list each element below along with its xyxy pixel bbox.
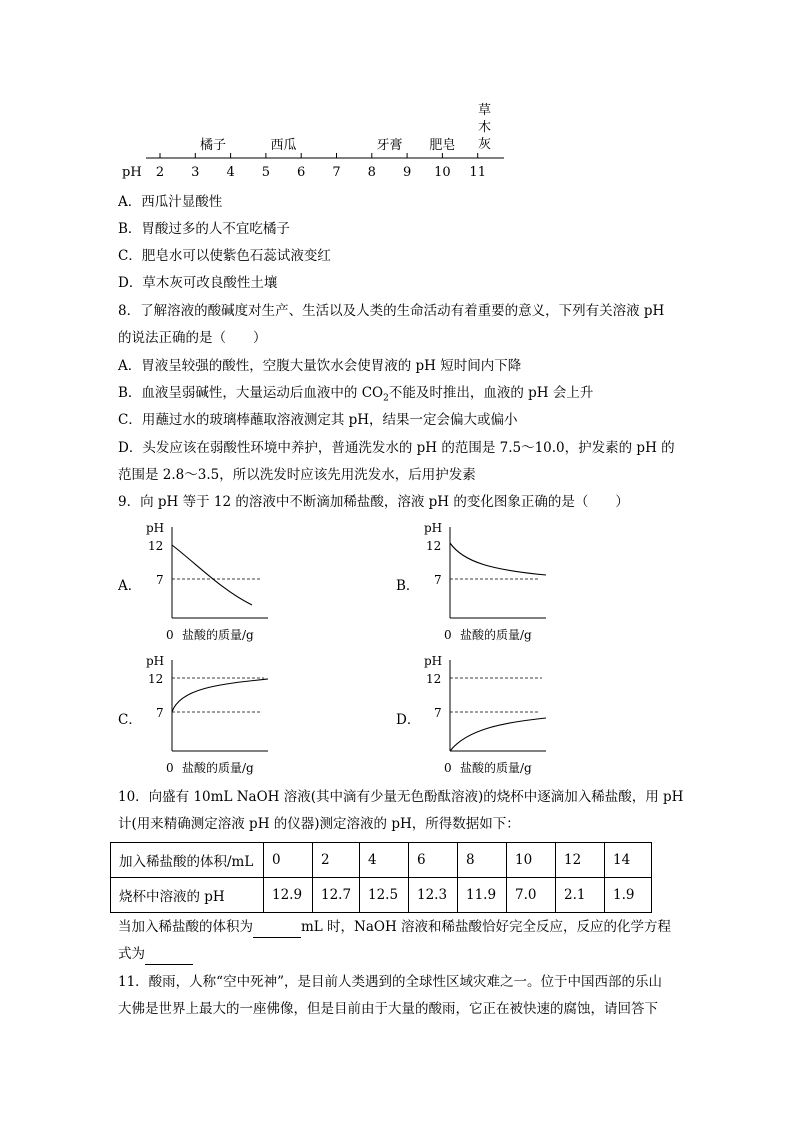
q9-option-d-label: D．	[396, 712, 421, 728]
q10-blank-volume[interactable]	[253, 917, 301, 938]
q9-option-c-label: C．	[118, 712, 142, 728]
ph-curve	[450, 543, 546, 575]
q9-chart-b	[418, 515, 558, 645]
ph-tick-label: 6	[297, 165, 306, 180]
y-tick-12: 12	[148, 539, 164, 553]
table-row	[111, 843, 652, 878]
q8-option-d-line1: D．头发应该在弱酸性环境中养护，普通洗发水的 pH 的范围是 7.5～10.0，护发素的 pH 的	[118, 440, 675, 456]
ph-scale-label: 肥皂	[429, 138, 456, 153]
q9-option-b-label: B．	[396, 578, 420, 594]
y-tick-12: 12	[426, 672, 442, 686]
table-cell: 0	[264, 843, 313, 878]
q10-data-table	[110, 842, 652, 913]
table-row-header: 加入稀盐酸的体积/mL	[111, 843, 264, 878]
y-axis-label: pH	[146, 654, 165, 668]
ph-tick-label: 8	[367, 165, 376, 180]
ph-tick-label: 10	[434, 165, 451, 180]
ph-tick-label: 9	[402, 165, 412, 180]
x-origin-label: 0	[444, 628, 452, 642]
x-origin-label: 0	[166, 761, 174, 775]
q8-option-c: C．用蘸过水的玻璃棒蘸取溶液测定其 pH，结果一定会偏大或偏小	[118, 412, 518, 428]
q10-answer-post: mL 时，NaOH 溶液和稀盐酸恰好完全反应，反应的化学方程	[301, 919, 672, 935]
x-origin-label: 0	[444, 761, 452, 775]
q10-blank-equation[interactable]	[145, 944, 193, 965]
y-axis-label: pH	[424, 654, 443, 668]
ph-scale-label: 橘子	[199, 138, 226, 153]
table-cell: 10	[507, 843, 556, 878]
ph-label-caomuhui-1: 草	[478, 103, 492, 118]
table-cell: 12	[556, 843, 605, 878]
q8-option-d-line2: 范围是 2.8～3.5，所以洗发时应该先用洗发水，后用护发素	[118, 467, 476, 483]
table-cell: 6	[409, 843, 458, 878]
x-axis-label: 盐酸的质量/g	[182, 761, 254, 775]
q8-option-a: A．胃液呈较强的酸性，空腹大量饮水会使胃液的 pH 短时间内下降	[118, 358, 522, 374]
q10-answer-pre: 当加入稀盐酸的体积为	[118, 919, 253, 935]
y-tick-7: 7	[156, 573, 164, 587]
y-axis-label: pH	[424, 521, 443, 535]
table-cell: 2.1	[556, 878, 605, 913]
x-origin-label: 0	[166, 628, 174, 642]
q10-answer-line1	[118, 917, 671, 938]
table-cell: 12.3	[409, 878, 458, 913]
table-cell: 12.9	[264, 878, 313, 913]
q9-stem: 9．向 pH 等于 12 的溶液中不断滴加稀盐酸，溶液 pH 的变化图象正确的是（ ）	[118, 494, 629, 510]
q10-equation-label: 式为	[118, 946, 145, 962]
table-cell: 8	[458, 843, 507, 878]
q8-stem-line1: 8．了解溶液的酸碱度对生产、生活以及人类的生命活动有着重要的意义，下列有关溶液 pH	[118, 303, 665, 319]
ph-scale-axis-label: pH	[122, 165, 142, 180]
x-axis-label: 盐酸的质量/g	[460, 628, 532, 642]
ph-tick-label: 4	[226, 165, 235, 180]
y-tick-7: 7	[156, 706, 164, 720]
q8-option-b-post: 不能及时推出，血液的 pH 会上升	[388, 385, 594, 401]
table-cell: 12.5	[360, 878, 409, 913]
x-axis-label: 盐酸的质量/g	[460, 761, 532, 775]
table-cell: 4	[360, 843, 409, 878]
table-cell: 14	[605, 843, 652, 878]
table-cell: 7.0	[507, 878, 556, 913]
q9-chart-c	[140, 648, 280, 778]
y-tick-12: 12	[148, 672, 164, 686]
q10-stem-line2: 计(用来精确测定溶液 pH 的仪器)测定溶液的 pH，所得数据如下：	[118, 816, 520, 832]
table-cell: 11.9	[458, 878, 507, 913]
ph-tick-label: 11	[469, 165, 486, 180]
q11-line1: 11．酸雨，人称“空中死神”，是目前人类遇到的全球性区域灾难之一。位于中国西部的乐山	[118, 974, 662, 990]
ph-scale-label: 牙膏	[376, 138, 403, 153]
y-axis-label: pH	[146, 521, 165, 535]
ph-scale-label: 西瓜	[270, 138, 297, 153]
q8-stem-line2: 的说法正确的是（ ）	[118, 330, 267, 346]
q11-line2: 大佛是世界上最大的一座佛像，但是目前由于大量的酸雨，它正在被快速的腐蚀，请回答下	[118, 1001, 658, 1017]
ph-tick-label: 2	[155, 165, 165, 180]
table-cell: 2	[313, 843, 360, 878]
q8-option-b-sub: 2	[383, 393, 389, 404]
table-row	[111, 878, 652, 913]
q9-option-a-label: A．	[118, 578, 142, 594]
ph-curve	[172, 679, 268, 712]
ph-scale	[110, 90, 520, 185]
q8-option-b-pre: B．血液呈弱碱性，大量运动后血液中的 CO	[118, 385, 384, 401]
q7-option-b: B．胃酸过多的人不宜吃橘子	[118, 221, 290, 237]
y-tick-12: 12	[426, 539, 442, 553]
q7-option-c: C．肥皂水可以使紫色石蕊试液变红	[118, 248, 331, 264]
q9-chart-a	[140, 515, 280, 645]
ph-curve	[450, 718, 546, 751]
ph-label-caomuhui-2: 木	[478, 120, 492, 135]
table-cell: 1.9	[605, 878, 652, 913]
q8-option-b	[118, 383, 593, 409]
ph-tick-label: 7	[332, 165, 341, 180]
y-tick-7: 7	[434, 573, 442, 587]
q10-stem-line1: 10．向盛有 10mL NaOH 溶液(其中滴有少量无色酚酞溶液)的烧杯中逐滴加入稀盐酸，用 pH	[118, 789, 684, 805]
q10-answer-line2	[118, 944, 193, 965]
table-cell: 12.7	[313, 878, 360, 913]
x-axis-label: 盐酸的质量/g	[182, 628, 254, 642]
y-tick-7: 7	[434, 706, 442, 720]
ph-tick-label: 3	[191, 165, 200, 180]
q7-option-d: D．草木灰可改良酸性土壤	[118, 275, 278, 291]
ph-label-caomuhui-3: 灰	[478, 137, 492, 152]
q7-option-a: A．西瓜汁显酸性	[118, 194, 223, 210]
ph-tick-label: 5	[261, 165, 271, 180]
table-row-header: 烧杯中溶液的 pH	[111, 878, 264, 913]
q9-chart-d	[418, 648, 558, 778]
ph-curve	[172, 545, 252, 605]
